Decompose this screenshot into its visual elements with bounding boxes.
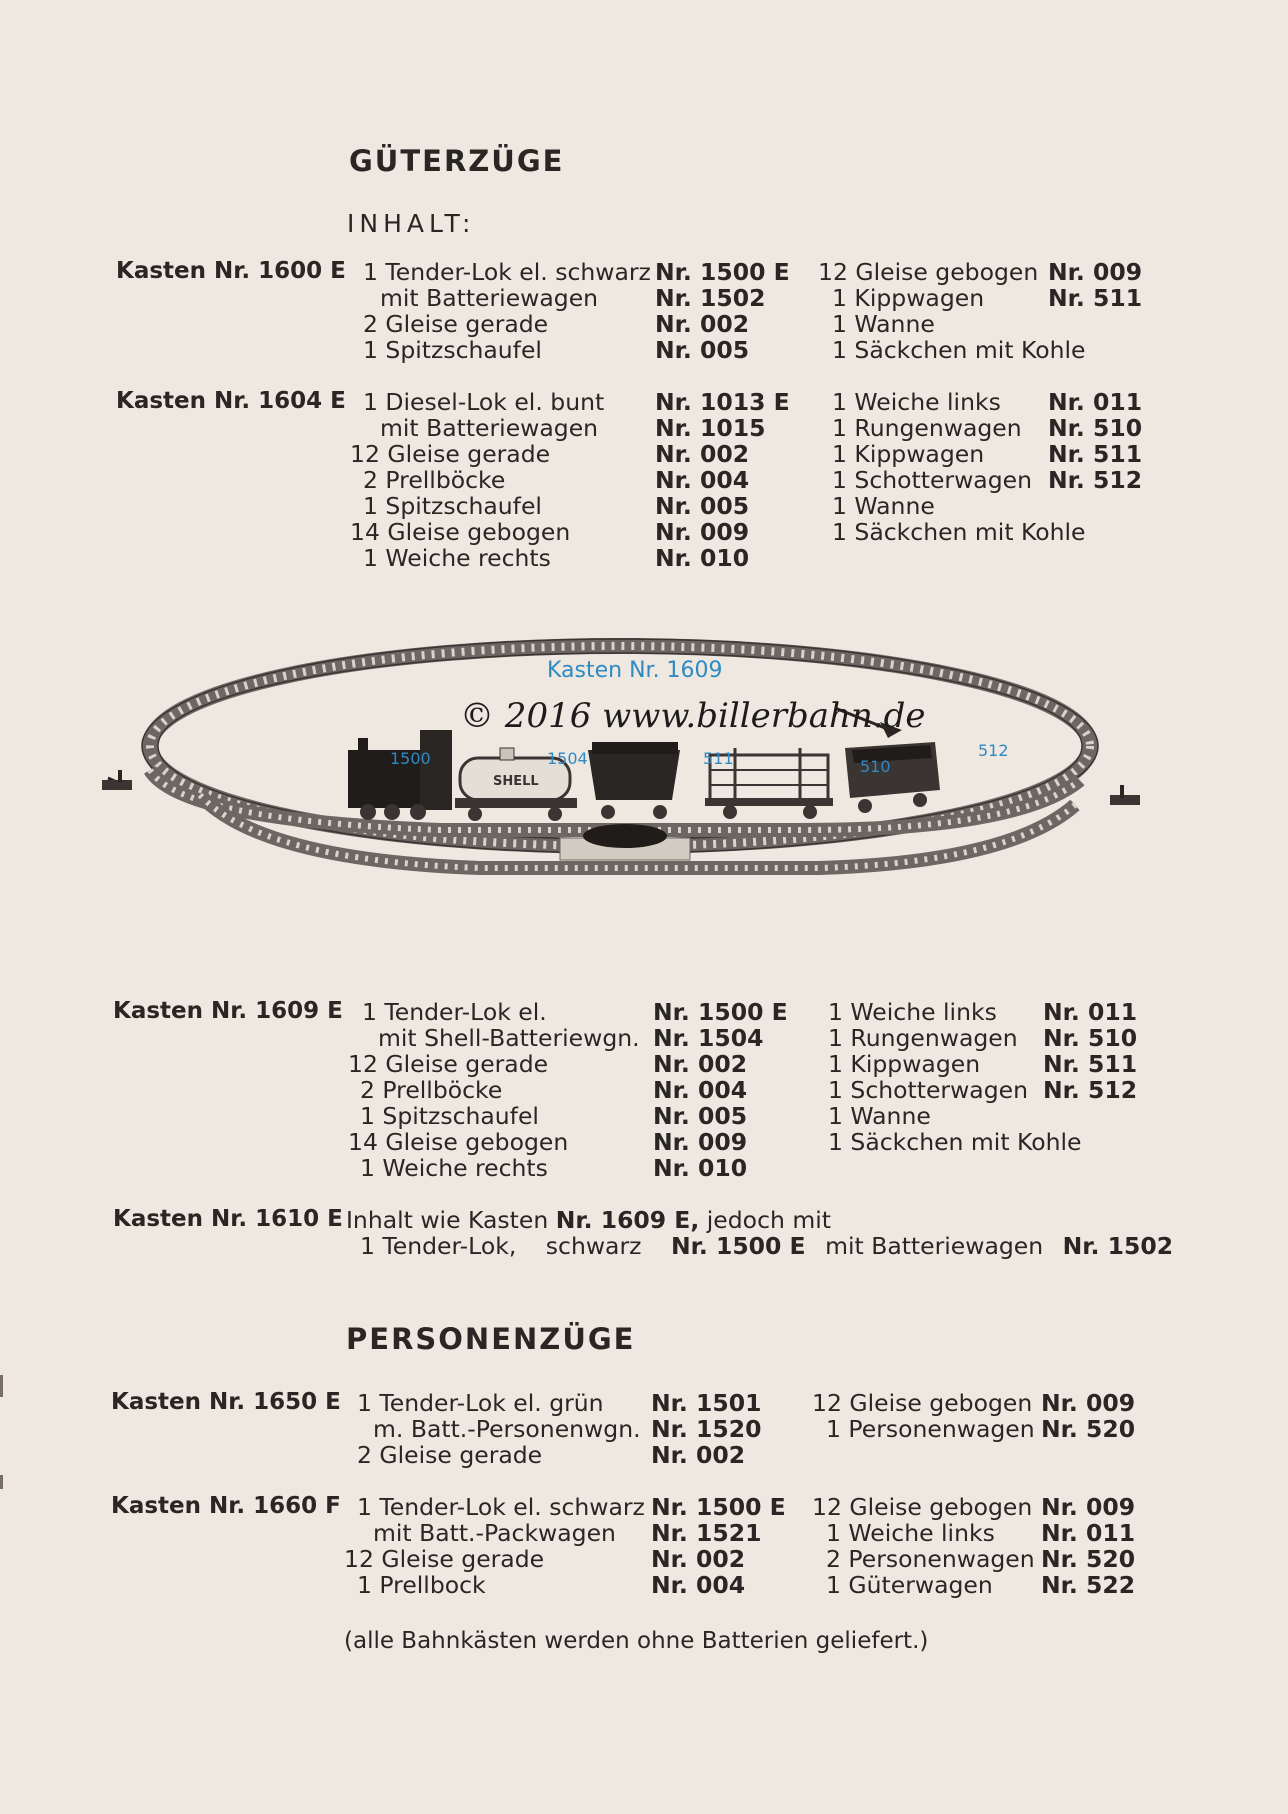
kasten-1610-label: Kasten Nr. 1610 E: [113, 1206, 343, 1232]
item-number: Nr. 002: [653, 1050, 748, 1078]
list-item: 1 Rungenwagen: [828, 1024, 1018, 1052]
list-item: 1 Säckchen mit Kohle: [832, 336, 1086, 364]
text: jedoch mit: [706, 1206, 831, 1234]
list-item: m. Batt.-Personenwgn.: [373, 1415, 641, 1443]
list-item: 12 Gleise gerade: [350, 440, 551, 468]
section-title-gueterzuege: GÜTERZÜGE: [349, 144, 565, 178]
list-item: 1 Säckchen mit Kohle: [832, 518, 1086, 546]
label-1500: 1500: [390, 749, 431, 768]
item-number: Nr. 009: [1048, 258, 1143, 286]
item-number: Nr. 511: [1048, 284, 1143, 312]
item-number: Nr. 1521: [651, 1519, 762, 1547]
illustration-caption: Kasten Nr. 1609: [547, 658, 723, 683]
section-title-personenzuege: PERSONENZÜGE: [346, 1322, 636, 1356]
list-item: 1 Wanne: [828, 1102, 931, 1130]
list-item: 12 Gleise gebogen: [818, 258, 1039, 286]
item-number: Nr. 522: [1041, 1571, 1136, 1599]
item-number: Nr. 1502: [655, 284, 766, 312]
buffer-stop-right: [1110, 785, 1140, 805]
list-item: 1 Tender-Lok el.: [362, 998, 547, 1026]
text: mit Batteriewagen: [825, 1232, 1044, 1260]
item-number: Nr. 011: [1048, 388, 1143, 416]
item-number: Nr. 005: [655, 492, 750, 520]
buffer-stop-left: [102, 770, 132, 790]
inhalt-label: INHALT:: [347, 209, 476, 238]
label-1504: 1504: [547, 749, 588, 768]
tipper-wagon-511: [588, 742, 680, 819]
text: schwarz: [545, 1232, 642, 1260]
text: 1 Tender-Lok,: [360, 1232, 517, 1260]
item-number: Nr. 1504: [653, 1024, 764, 1052]
kasten-1660-label: Kasten Nr. 1660 F: [111, 1493, 341, 1519]
list-item: 1 Prellbock: [357, 1571, 486, 1599]
list-item: 12 Gleise gerade: [348, 1050, 549, 1078]
train-layout-illustration: [100, 630, 1140, 930]
list-item: 2 Prellböcke: [360, 1076, 503, 1104]
item-number: Nr. 1501: [651, 1389, 762, 1417]
label-511: 511: [703, 749, 734, 768]
list-item: 1 Güterwagen: [826, 1571, 993, 1599]
item-number: Nr. 511: [1048, 440, 1143, 468]
list-item: 1 Personenwagen: [826, 1415, 1035, 1443]
list-item: 1 Wanne: [832, 310, 935, 338]
binding-mark: [0, 1475, 3, 1489]
item-number: Nr. 511: [1043, 1050, 1138, 1078]
item-number: Nr. 1015: [655, 414, 766, 442]
item-number: Nr. 004: [653, 1076, 748, 1104]
item-number: Nr. 1500 E: [670, 1232, 806, 1260]
list-item: 2 Personenwagen: [826, 1545, 1035, 1573]
item-number: Nr. 011: [1043, 998, 1138, 1026]
item-number: Nr. 004: [651, 1571, 746, 1599]
item-number: Nr. 1500 E: [655, 258, 790, 286]
list-item: 14 Gleise gebogen: [350, 518, 571, 546]
kasten-1609-label: Kasten Nr. 1609 E: [113, 998, 343, 1024]
item-number: Nr. 512: [1043, 1076, 1138, 1104]
item-number: Nr. 1520: [651, 1415, 762, 1443]
list-item: 1 Wanne: [832, 492, 935, 520]
item-number: Nr. 510: [1048, 414, 1143, 442]
list-item: 2 Gleise gerade: [363, 310, 549, 338]
item-number: Nr. 011: [1041, 1519, 1136, 1547]
kasten-1610-line1: [346, 1206, 831, 1234]
kasten-1650-label: Kasten Nr. 1650 E: [111, 1389, 341, 1415]
item-number: Nr. 1609 E,: [555, 1206, 700, 1234]
item-number: Nr. 009: [1041, 1389, 1136, 1417]
item-number: Nr. 005: [655, 336, 750, 364]
label-512: 512: [978, 741, 1009, 760]
list-item: 1 Weiche rechts: [360, 1154, 548, 1182]
list-item: 2 Prellböcke: [363, 466, 506, 494]
list-item: 1 Spitzschaufel: [360, 1102, 539, 1130]
list-item: 12 Gleise gebogen: [812, 1389, 1033, 1417]
kasten-1610-line2: [360, 1232, 1173, 1260]
list-item: 14 Gleise gebogen: [348, 1128, 569, 1156]
text: Inhalt wie Kasten: [346, 1206, 549, 1234]
item-number: Nr. 1500 E: [653, 998, 788, 1026]
list-item: 1 Kippwagen: [828, 1050, 981, 1078]
list-item: 1 Schotterwagen: [828, 1076, 1028, 1104]
tank-label: SHELL: [493, 774, 539, 789]
item-number: Nr. 002: [655, 440, 750, 468]
list-item: 1 Weiche links: [826, 1519, 995, 1547]
item-number: Nr. 005: [653, 1102, 748, 1130]
list-item: 1 Säckchen mit Kohle: [828, 1128, 1082, 1156]
item-number: Nr. 002: [655, 310, 750, 338]
list-item: mit Batt.-Packwagen: [373, 1519, 616, 1547]
list-item: 1 Weiche rechts: [363, 544, 551, 572]
locomotive-1500: [348, 730, 452, 820]
item-number: Nr. 512: [1048, 466, 1143, 494]
item-number: Nr. 010: [653, 1154, 748, 1182]
footer-note: (alle Bahnkästen werden ohne Batterien geliefert.): [344, 1628, 929, 1654]
list-item: 1 Tender-Lok el. schwarz: [357, 1493, 645, 1521]
list-item: mit Shell-Batteriewgn.: [378, 1024, 640, 1052]
label-510: 510: [860, 757, 891, 776]
kasten-1600-label: Kasten Nr. 1600 E: [116, 258, 346, 284]
binding-mark: [0, 1375, 3, 1397]
list-item: 1 Kippwagen: [832, 284, 985, 312]
list-item: 1 Kippwagen: [832, 440, 985, 468]
item-number: Nr. 1013 E: [655, 388, 790, 416]
item-number: Nr. 009: [1041, 1493, 1136, 1521]
list-item: 12 Gleise gebogen: [812, 1493, 1033, 1521]
list-item: mit Batteriewagen: [380, 284, 599, 312]
list-item: 1 Rungenwagen: [832, 414, 1022, 442]
list-item: 1 Weiche links: [828, 998, 997, 1026]
item-number: Nr. 1500 E: [651, 1493, 786, 1521]
item-number: Nr. 002: [651, 1441, 746, 1469]
list-item: 1 Schotterwagen: [832, 466, 1032, 494]
item-number: Nr. 510: [1043, 1024, 1138, 1052]
copyright-watermark: © 2016 www.billerbahn.de: [460, 696, 926, 736]
item-number: Nr. 010: [655, 544, 750, 572]
item-number: Nr. 009: [653, 1128, 748, 1156]
item-number: Nr. 1502: [1062, 1232, 1174, 1260]
item-number: Nr. 002: [651, 1545, 746, 1573]
list-item: 1 Weiche links: [832, 388, 1001, 416]
ballast-wagon-512: [845, 742, 940, 813]
item-number: Nr. 520: [1041, 1545, 1136, 1573]
item-number: Nr. 004: [655, 466, 750, 494]
list-item: mit Batteriewagen: [380, 414, 599, 442]
item-number: Nr. 009: [655, 518, 750, 546]
list-item: 1 Diesel-Lok el. bunt: [363, 388, 605, 416]
list-item: 1 Spitzschaufel: [363, 336, 542, 364]
list-item: 12 Gleise gerade: [344, 1545, 545, 1573]
list-item: 1 Tender-Lok el. schwarz: [363, 258, 651, 286]
list-item: 1 Tender-Lok el. grün: [357, 1389, 604, 1417]
list-item: 1 Spitzschaufel: [363, 492, 542, 520]
kasten-1604-label: Kasten Nr. 1604 E: [116, 388, 346, 414]
list-item: 2 Gleise gerade: [357, 1441, 543, 1469]
item-number: Nr. 520: [1041, 1415, 1136, 1443]
